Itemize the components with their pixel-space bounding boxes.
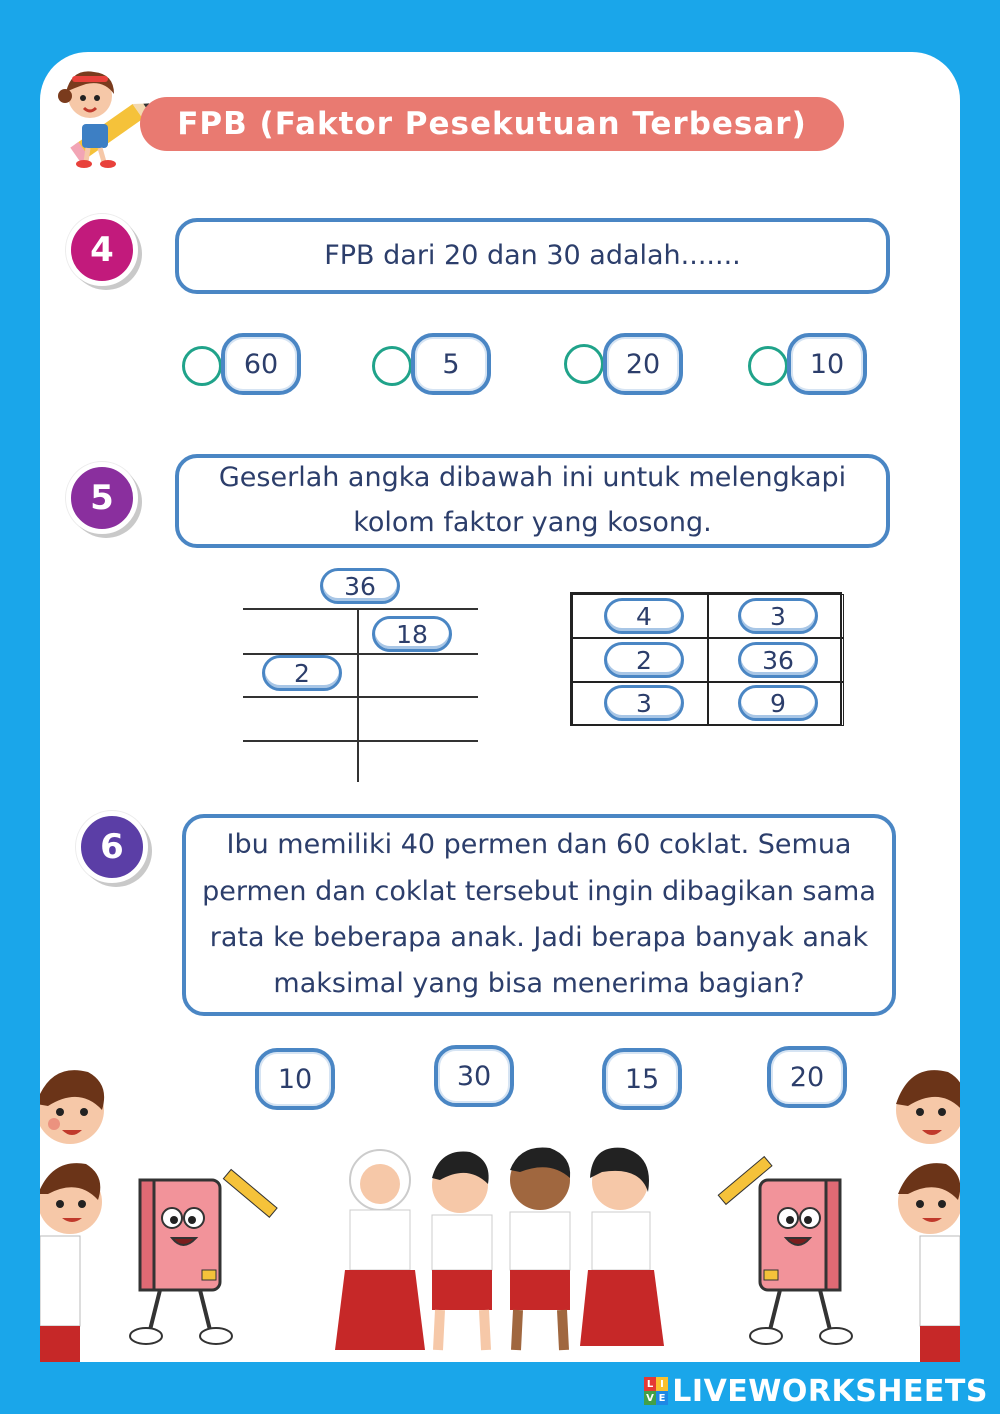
worksheet-title: FPB (Faktor Pesekutuan Terbesar) — [140, 97, 844, 151]
tree-divider — [357, 608, 359, 782]
q4-option-20[interactable]: 20 — [603, 333, 683, 395]
question-6-line-3: rata ke beberapa anak. Jadi berapa banyak anak — [209, 922, 869, 953]
tree-right-number[interactable]: 18 — [372, 616, 452, 652]
tree-line — [243, 740, 478, 742]
tree-top-number[interactable]: 36 — [320, 568, 400, 604]
question-5-line-2: kolom faktor yang kosong. — [353, 507, 712, 538]
tree-line — [243, 696, 478, 698]
bank-number[interactable]: 3 — [604, 685, 684, 721]
question-5-badge: 5 — [66, 462, 138, 534]
option-radio-5[interactable] — [372, 346, 412, 386]
q6-option-15[interactable]: 15 — [602, 1048, 682, 1110]
bank-number[interactable]: 3 — [738, 598, 818, 634]
bank-number[interactable]: 9 — [738, 685, 818, 721]
bank-number[interactable]: 4 — [604, 598, 684, 634]
liveworksheets-footer[interactable] — [644, 1374, 988, 1408]
question-4-badge: 4 — [66, 214, 138, 286]
question-6-badge: 6 — [76, 811, 148, 883]
liveworksheets-logo-icon: L I V E — [644, 1377, 668, 1405]
question-6-text — [182, 814, 896, 1016]
q6-option-30[interactable]: 30 — [434, 1045, 514, 1107]
q4-option-5[interactable]: 5 — [411, 333, 491, 395]
liveworksheets-brand: LIVEWORKSHEETS — [672, 1373, 988, 1409]
q6-option-20[interactable]: 20 — [767, 1046, 847, 1108]
q6-option-10[interactable]: 10 — [255, 1048, 335, 1110]
question-4-text: FPB dari 20 dan 30 adalah....... — [175, 218, 890, 294]
option-radio-60[interactable] — [182, 346, 222, 386]
students-illustration — [40, 1060, 960, 1362]
option-radio-20[interactable] — [564, 344, 604, 384]
question-5-line-1: Geserlah angka dibawah ini untuk melengkapi — [218, 462, 847, 494]
question-6-line-4: maksimal yang bisa menerima bagian? — [273, 968, 805, 1000]
tree-left-number[interactable]: 2 — [262, 655, 342, 691]
question-6-line-2: permen dan coklat tersebut ingin dibagikan sama — [202, 875, 876, 907]
question-5-text — [175, 454, 890, 548]
q4-option-60[interactable]: 60 — [221, 333, 301, 395]
q4-option-10[interactable]: 10 — [787, 333, 867, 395]
bank-number[interactable]: 36 — [738, 642, 818, 678]
option-radio-10[interactable] — [748, 346, 788, 386]
tree-line — [243, 608, 478, 610]
bank-number[interactable]: 2 — [604, 642, 684, 678]
question-6-line-1: Ibu memiliki 40 permen dan 60 coklat. Semua — [226, 829, 852, 861]
